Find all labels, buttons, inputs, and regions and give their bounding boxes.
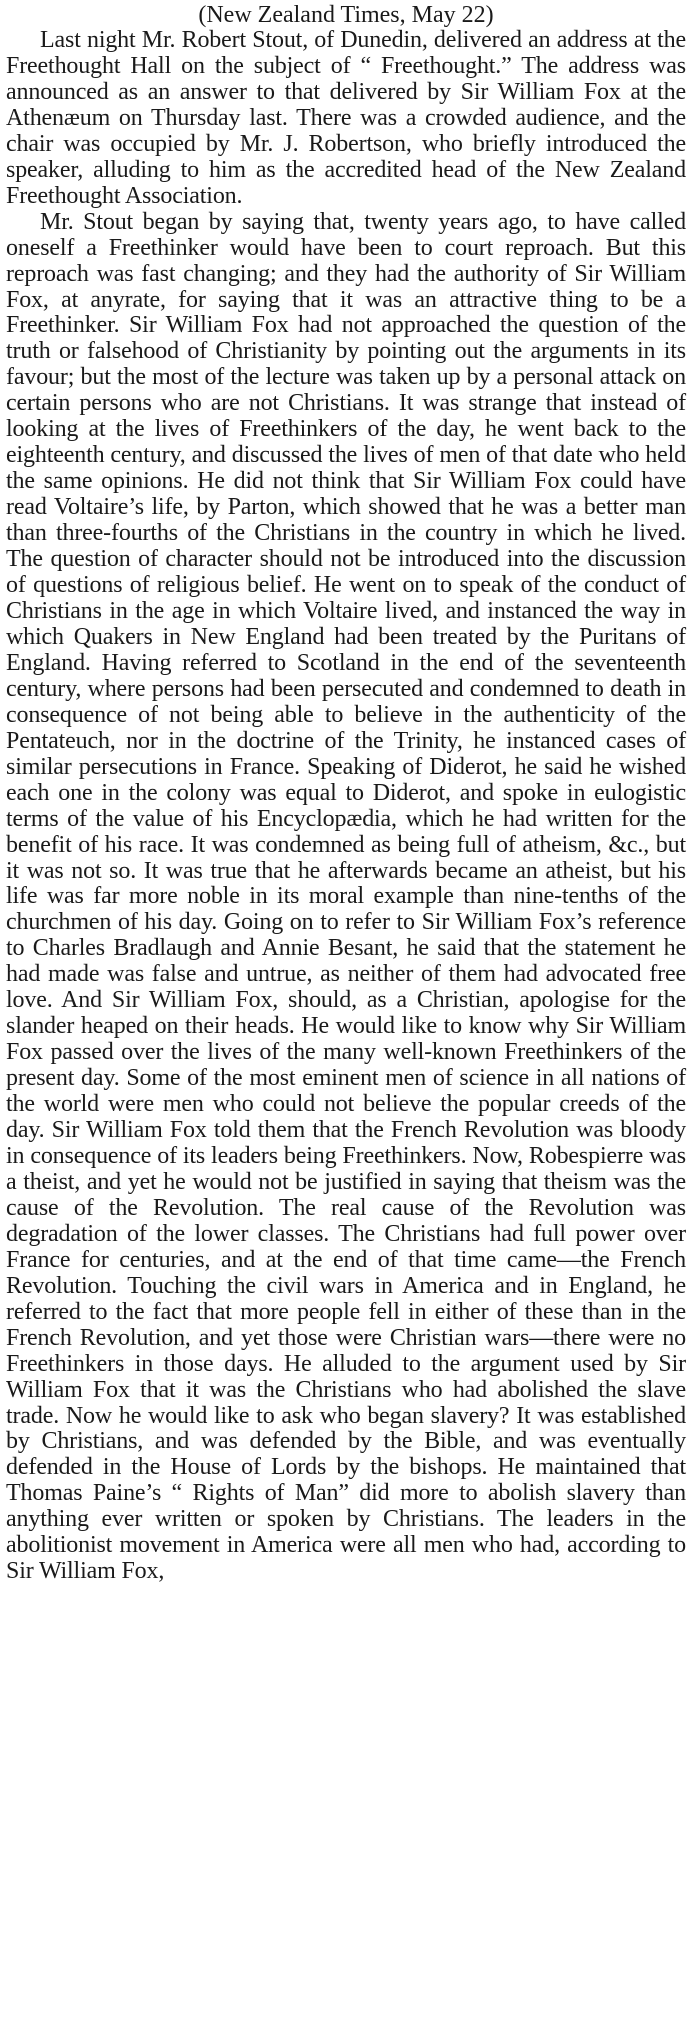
dateline: (New Zealand Times, May 22) <box>198 2 494 28</box>
article-paragraph-1: Last night Mr. Robert Stout, of Dunedin, delivered an address at the Freethought Hall on the subject of “ Freethought.” The address was announced as an answer to that delivered by Sir William Fox at the Athenæum on Thursday last. There was a crowded audience, and the chair was occupied by Mr. J. Robertson, who briefly introduced the speaker, alluding to him as the accredited head of the New Zealand Freethought Association. <box>6 27 686 209</box>
article-paragraph-2: Mr. Stout began by saying that, twenty years ago, to have called oneself a Freethinker would have been to court reproach. But this reproach was fast changing; and they had the authority of Sir William Fox, at anyrate, for saying that it was an attractive thing to be a Freethinker. Sir William Fox had not approached the question of the truth or falsehood of Christianity by pointing out the arguments in its favour; but the most of the lecture was taken up by a personal attack on certain persons who are not Christians. It was strange that instead of looking at the lives of Freethinkers of the day, he went back to the eighteenth century, and discussed the lives of men of that date who held the same opinions. He did not think that Sir William Fox could have read Voltaire’s life, by Parton, which showed that he was a better man than three-fourths of the Christians in the country in which he lived. The question of character should not be introduced into the discussion of questions of religious belief. He went on to speak of the conduct of Christians in the age in which Voltaire lived, and instanced the way in which Quakers in New England had been treated by the Puritans of England. Having referred to Scotland in the end of the seventeenth century, where persons had been persecuted and condemned to death in consequence of not being able to believe in the authenticity of the Pentateuch, nor in the doctrine of the Trinity, he instanced cases of similar persecutions in France. Speaking of Diderot, he said he wished each one in the colony was equal to Diderot, and spoke in eulogistic terms of the value of his Encyclopædia, which he had written for the benefit of his race. It was condemned as being full of atheism, &c., but it was not so. It was true that he afterwards became an atheist, but his life was far more noble in its moral example than nine-tenths of the churchmen of his day. Going on to refer to Sir William Fox’s reference to Charles Bradlaugh and Annie Besant, he said that the statement he had made was false and untrue, as neither of them had advocated free love. And Sir William Fox, should, as a Christian, apologise for the slander heaped on their heads. He would like to know why Sir William Fox passed over the lives of the many well-known Freethinkers of the present day. Some of the most eminent men of science in all nations of the world were men who could not believe the popular creeds of the day. Sir William Fox told them that the French Revolution was bloody in consequence of its leaders being Freethinkers. Now, Robespierre was a theist, and yet he would not be justified in saying that theism was the cause of the Revolution. The real cause of the Revolution was degradation of the lower classes. The Christians had full power over France for centuries, and at the end of that time came—the French Revolution. Touching the civil wars in America and in England, he referred to the fact that more people fell in either of these than in the French Revolution, and yet those were Christian wars—there were no Freethinkers in those days. He alluded to the argument used by Sir William Fox that it was the Christians who had abolished the slave trade. Now he would like to ask who began slavery? It was established by Christians, and was defended by the Bible, and was eventually defended in the House of Lords by the bishops. He maintained that Thomas Paine’s “ Rights of Man” did more to abolish slavery than anything ever written or spoken by Christians. The leaders in the abolitionist movement in America were all men who had, according to Sir William Fox, <box>6 208 686 1585</box>
